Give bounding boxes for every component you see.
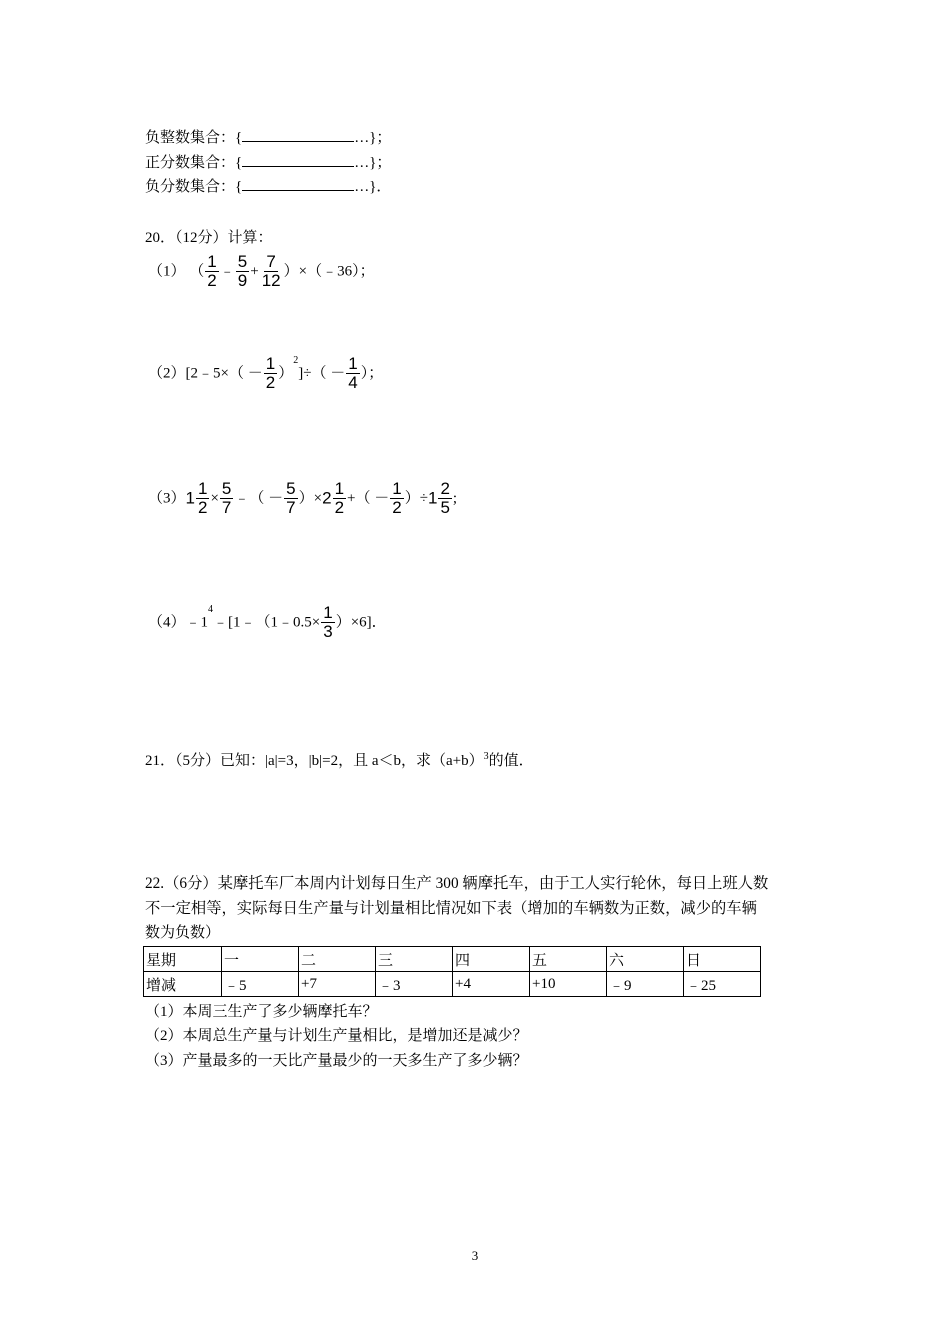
table-cell: 二 (299, 947, 376, 972)
question-20-title: 20．（12分）计算： (145, 230, 273, 246)
numerator: 1 (265, 354, 276, 373)
question-22-line-3: 数为负数） (145, 925, 221, 941)
question-22-sub-3: （3）产量最多的一天比产量最少的一天多生产了多少辆？ (145, 1053, 528, 1069)
fraction (390, 480, 403, 517)
fraction (220, 480, 233, 517)
q20-part-3 (148, 480, 457, 517)
minus-sign: － (330, 365, 346, 382)
paren-open: （ (189, 263, 205, 280)
denominator: 7 (221, 498, 232, 517)
numerator: 1 (323, 603, 333, 622)
numerator: 1 (334, 479, 345, 498)
table-cell: 五 (530, 947, 607, 972)
set-end: …}； (354, 130, 392, 146)
table-cell: +4 (453, 972, 530, 997)
denominator: 2 (207, 271, 217, 290)
whole-number: 1 (427, 488, 438, 508)
question-22-line-1: 22.（6分）某摩托车厂本周内计划每日生产 300 辆摩托车，由于工人实行轮休，每日上班人数 (145, 875, 769, 892)
numerator: 1 (392, 479, 402, 498)
fraction (346, 355, 359, 392)
expression-head: [2﹣5×（ (185, 365, 244, 382)
fraction (196, 480, 209, 517)
table-cell: 日 (684, 947, 761, 972)
fraction (333, 480, 346, 517)
negative-integer-set-line (145, 127, 391, 148)
page-number: 3 (471, 1248, 479, 1263)
minus-sign: － (268, 490, 284, 507)
expression-tail: ）； (360, 365, 384, 382)
part-label: （4） (148, 614, 186, 631)
question-21 (145, 751, 534, 771)
exponent: 2 (293, 355, 299, 366)
operator: ﹣（ (234, 490, 265, 507)
set-label: 正分数集合：{ (145, 155, 243, 171)
expression-tail: ）×6]． (335, 614, 387, 631)
whole-number: 1 (185, 488, 195, 508)
operator: ﹣ (219, 263, 235, 280)
set-end: …}； (354, 155, 392, 171)
operator: ）÷ (404, 490, 428, 507)
fraction (236, 253, 249, 290)
expression-tail: ）×（﹣36）； (283, 263, 375, 280)
part-label: （2） (148, 365, 186, 382)
table-cell: ﹣25 (684, 972, 761, 997)
fraction (438, 480, 451, 517)
table-cell: ﹣9 (607, 972, 684, 997)
q20-part-4 (148, 604, 387, 641)
table-cell: 增减 (144, 972, 222, 997)
operator: +（ (347, 490, 371, 507)
table-cell: 三 (376, 947, 453, 972)
denominator: 2 (334, 498, 345, 517)
denominator: 12 (261, 271, 281, 290)
expression-middle: ﹣[1﹣（1﹣0.5× (213, 614, 321, 631)
q20-part-2 (148, 355, 383, 392)
operator: × (210, 490, 219, 507)
answer-blank[interactable] (242, 176, 354, 191)
table-cell: 四 (453, 947, 530, 972)
table-cell: 六 (607, 947, 684, 972)
minus-sign: － (374, 490, 390, 507)
table-cell: ﹣3 (376, 972, 453, 997)
fraction (321, 604, 334, 641)
numerator: 5 (221, 479, 232, 498)
set-end: …}． (354, 179, 392, 195)
negative-fraction-set-line (145, 176, 391, 197)
denominator: 9 (237, 271, 248, 290)
operator: + (250, 263, 259, 280)
positive-fraction-set-line (145, 152, 391, 173)
question-22-line-2: 不一定相等，实际每日生产量与计划量相比情况如下表（增加的车辆数为正数，减少的车辆 (145, 900, 757, 917)
denominator: 7 (286, 498, 296, 517)
production-table (143, 946, 761, 997)
numerator: 5 (237, 252, 248, 271)
numerator: 2 (440, 479, 450, 498)
expression-tail: ; (452, 490, 458, 507)
expression-head: ﹣1 (185, 614, 209, 631)
operator: ]÷（ (298, 365, 327, 382)
question-22-sub-1: （1）本周三生产了多少辆摩托车？ (145, 1004, 378, 1020)
answer-blank[interactable] (242, 127, 354, 142)
denominator: 3 (323, 622, 333, 641)
numerator: 1 (197, 479, 208, 498)
paren-close: ） (278, 365, 294, 382)
answer-blank[interactable] (242, 152, 354, 167)
minus-sign: － (247, 365, 263, 382)
table-row (144, 947, 761, 972)
set-label: 负分数集合：{ (145, 179, 243, 195)
question-text-tail: 的值． (488, 753, 534, 769)
denominator: 2 (265, 373, 276, 392)
part-label: （3） (148, 490, 186, 507)
table-cell: 星期 (144, 947, 222, 972)
denominator: 2 (392, 498, 402, 517)
q20-part-1 (148, 253, 375, 290)
fraction (264, 355, 277, 392)
fraction (260, 253, 283, 290)
operator: ）× (298, 490, 323, 507)
denominator: 5 (440, 498, 450, 517)
set-label: 负整数集合：{ (145, 130, 243, 146)
exponent: 4 (208, 604, 214, 615)
fraction (284, 480, 297, 517)
table-cell: ﹣5 (222, 972, 299, 997)
table-cell: +10 (530, 972, 607, 997)
whole-number: 2 (322, 488, 332, 508)
fraction (205, 253, 218, 290)
numerator: 7 (266, 252, 276, 271)
table-row (144, 972, 761, 997)
numerator: 1 (348, 354, 358, 373)
part-label: （1） (148, 263, 186, 280)
exponent: 3 (483, 751, 489, 762)
question-22-sub-2: （2）本周总生产量与计划生产量相比，是增加还是减少？ (145, 1028, 528, 1044)
table-cell: +7 (299, 972, 376, 997)
table-cell: 一 (222, 947, 299, 972)
numerator: 5 (286, 479, 296, 498)
numerator: 1 (207, 252, 217, 271)
denominator: 2 (197, 498, 208, 517)
question-text: 21．（5分）已知：|a|=3，|b|=2，且 a＜b，求（a+b） (145, 753, 484, 769)
denominator: 4 (348, 373, 358, 392)
